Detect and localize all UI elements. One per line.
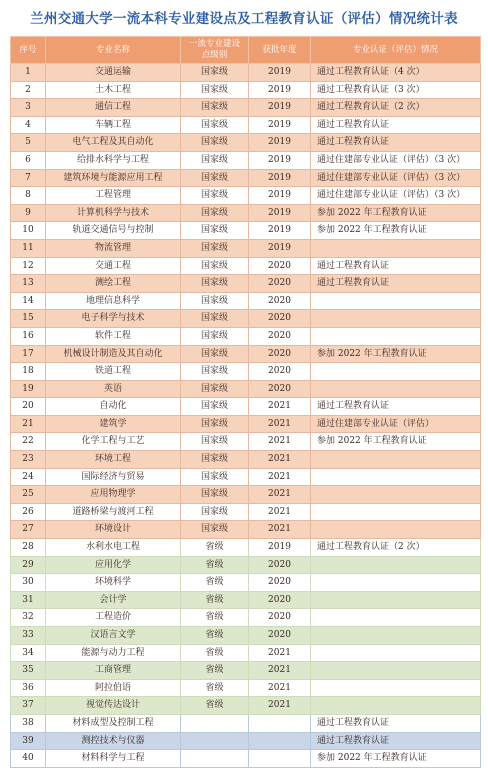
cell-name: 电气工程及其自动化 bbox=[46, 134, 181, 152]
cell-level: 国家级 bbox=[181, 451, 249, 469]
header-cert: 专业认证（评估）情况 bbox=[311, 37, 481, 64]
cell-year: 2021 bbox=[249, 679, 311, 697]
cell-year: 2021 bbox=[249, 662, 311, 680]
cell-no: 31 bbox=[11, 591, 46, 609]
cell-cert bbox=[311, 609, 481, 627]
cell-year: 2020 bbox=[249, 574, 311, 592]
table-row bbox=[11, 187, 481, 205]
table-row bbox=[11, 697, 481, 715]
table-row bbox=[11, 750, 481, 768]
cell-level: 国家级 bbox=[181, 134, 249, 152]
cell-level: 省级 bbox=[181, 644, 249, 662]
cell-year: 2021 bbox=[249, 521, 311, 539]
table-row bbox=[11, 116, 481, 134]
cell-name: 材料成型及控制工程 bbox=[46, 714, 181, 732]
cell-name: 物流管理 bbox=[46, 239, 181, 257]
cell-level: 省级 bbox=[181, 662, 249, 680]
cell-year: 2020 bbox=[249, 609, 311, 627]
cell-no: 17 bbox=[11, 345, 46, 363]
table-row bbox=[11, 609, 481, 627]
table-row bbox=[11, 292, 481, 310]
cell-cert bbox=[311, 486, 481, 504]
cell-cert: 通过工程教育认证 bbox=[311, 732, 481, 750]
cell-year: 2021 bbox=[249, 697, 311, 715]
cell-no: 28 bbox=[11, 539, 46, 557]
cell-level: 国家级 bbox=[181, 187, 249, 205]
cell-level: 国家级 bbox=[181, 415, 249, 433]
cell-name: 环境设计 bbox=[46, 521, 181, 539]
table-row bbox=[11, 591, 481, 609]
cell-no: 24 bbox=[11, 468, 46, 486]
cell-no: 7 bbox=[11, 169, 46, 187]
cell-no: 32 bbox=[11, 609, 46, 627]
cell-cert bbox=[311, 327, 481, 345]
cell-year: 2019 bbox=[249, 204, 311, 222]
cell-name: 能源与动力工程 bbox=[46, 644, 181, 662]
table-row bbox=[11, 169, 481, 187]
cell-name: 车辆工程 bbox=[46, 116, 181, 134]
cell-year: 2021 bbox=[249, 503, 311, 521]
cell-cert bbox=[311, 644, 481, 662]
cell-level: 国家级 bbox=[181, 257, 249, 275]
cell-year: 2021 bbox=[249, 415, 311, 433]
cell-name: 工商管理 bbox=[46, 662, 181, 680]
cell-name: 建筑环境与能源应用工程 bbox=[46, 169, 181, 187]
cell-cert bbox=[311, 679, 481, 697]
cell-level: 国家级 bbox=[181, 64, 249, 82]
cell-level: 省级 bbox=[181, 539, 249, 557]
table-row bbox=[11, 662, 481, 680]
cell-no: 10 bbox=[11, 222, 46, 240]
cell-year: 2020 bbox=[249, 292, 311, 310]
cell-level: 国家级 bbox=[181, 99, 249, 117]
cell-level: 国家级 bbox=[181, 486, 249, 504]
table-body bbox=[11, 64, 481, 768]
cell-level: 国家级 bbox=[181, 521, 249, 539]
cell-name: 轨道交通信号与控制 bbox=[46, 222, 181, 240]
cell-cert: 通过工程教育认证 bbox=[311, 134, 481, 152]
cell-year: 2020 bbox=[249, 345, 311, 363]
cell-year: 2019 bbox=[249, 151, 311, 169]
cell-cert: 参加 2022 年工程教育认证 bbox=[311, 433, 481, 451]
cell-no: 30 bbox=[11, 574, 46, 592]
cell-year: 2019 bbox=[249, 99, 311, 117]
cell-year: 2019 bbox=[249, 239, 311, 257]
table-row bbox=[11, 64, 481, 82]
cell-no: 21 bbox=[11, 415, 46, 433]
cell-name: 软件工程 bbox=[46, 327, 181, 345]
cell-name: 水利水电工程 bbox=[46, 539, 181, 557]
cell-year: 2020 bbox=[249, 310, 311, 328]
cell-name: 汉语言文学 bbox=[46, 627, 181, 645]
cell-no: 35 bbox=[11, 662, 46, 680]
cell-cert: 通过工程教育认证 bbox=[311, 257, 481, 275]
cell-level: 国家级 bbox=[181, 239, 249, 257]
cell-no: 38 bbox=[11, 714, 46, 732]
table-row bbox=[11, 732, 481, 750]
cell-no: 19 bbox=[11, 380, 46, 398]
table-row bbox=[11, 257, 481, 275]
cell-level: 国家级 bbox=[181, 151, 249, 169]
cell-level: 省级 bbox=[181, 574, 249, 592]
cell-no: 2 bbox=[11, 81, 46, 99]
cell-cert bbox=[311, 451, 481, 469]
cell-cert: 通过工程教育认证 bbox=[311, 275, 481, 293]
cell-level: 国家级 bbox=[181, 275, 249, 293]
cell-name: 给排水科学与工程 bbox=[46, 151, 181, 169]
cell-cert bbox=[311, 310, 481, 328]
cell-name: 通信工程 bbox=[46, 99, 181, 117]
cell-no: 37 bbox=[11, 697, 46, 715]
cell-cert bbox=[311, 468, 481, 486]
table-row bbox=[11, 415, 481, 433]
cell-name: 机械设计制造及其自动化 bbox=[46, 345, 181, 363]
cell-name: 材料科学与工程 bbox=[46, 750, 181, 768]
cell-no: 25 bbox=[11, 486, 46, 504]
header-no: 序号 bbox=[11, 37, 46, 64]
cell-no: 11 bbox=[11, 239, 46, 257]
cell-cert bbox=[311, 292, 481, 310]
cell-cert: 通过工程教育认证（3 次） bbox=[311, 81, 481, 99]
cell-year: 2020 bbox=[249, 275, 311, 293]
cell-level: 国家级 bbox=[181, 310, 249, 328]
cell-cert: 通过工程教育认证（2 次） bbox=[311, 99, 481, 117]
cell-name: 应用物理学 bbox=[46, 486, 181, 504]
cell-name: 阿拉伯语 bbox=[46, 679, 181, 697]
cell-level bbox=[181, 750, 249, 768]
cell-cert bbox=[311, 239, 481, 257]
cell-year: 2021 bbox=[249, 433, 311, 451]
cell-no: 13 bbox=[11, 275, 46, 293]
cell-name: 土木工程 bbox=[46, 81, 181, 99]
cell-no: 29 bbox=[11, 556, 46, 574]
cell-level: 国家级 bbox=[181, 204, 249, 222]
cell-year: 2019 bbox=[249, 539, 311, 557]
cell-name: 地理信息科学 bbox=[46, 292, 181, 310]
table-row bbox=[11, 398, 481, 416]
table-row bbox=[11, 134, 481, 152]
cell-cert: 通过住建部专业认证（评估）（3 次） bbox=[311, 169, 481, 187]
cell-name: 交通运输 bbox=[46, 64, 181, 82]
cell-no: 27 bbox=[11, 521, 46, 539]
header-level: 一流专业建设点级别 bbox=[181, 37, 249, 64]
cell-cert bbox=[311, 503, 481, 521]
cell-no: 6 bbox=[11, 151, 46, 169]
table-header bbox=[11, 37, 481, 64]
cell-name: 交通工程 bbox=[46, 257, 181, 275]
cell-year: 2019 bbox=[249, 134, 311, 152]
cell-level: 省级 bbox=[181, 697, 249, 715]
cell-name: 应用化学 bbox=[46, 556, 181, 574]
cell-no: 5 bbox=[11, 134, 46, 152]
cell-no: 16 bbox=[11, 327, 46, 345]
table-row bbox=[11, 380, 481, 398]
cell-name: 测绘工程 bbox=[46, 275, 181, 293]
cell-year: 2021 bbox=[249, 398, 311, 416]
cell-no: 1 bbox=[11, 64, 46, 82]
table-row bbox=[11, 539, 481, 557]
cell-cert: 通过工程教育认证（4 次） bbox=[311, 64, 481, 82]
cell-no: 4 bbox=[11, 116, 46, 134]
cell-cert: 通过住建部专业认证（评估）（3 次） bbox=[311, 151, 481, 169]
table-row bbox=[11, 239, 481, 257]
table-row bbox=[11, 451, 481, 469]
table-row bbox=[11, 556, 481, 574]
cell-level: 国家级 bbox=[181, 345, 249, 363]
cell-level: 国家级 bbox=[181, 380, 249, 398]
cell-name: 视觉传达设计 bbox=[46, 697, 181, 715]
cell-cert: 通过住建部专业认证（评估） bbox=[311, 415, 481, 433]
cell-year: 2020 bbox=[249, 556, 311, 574]
cell-name: 测控技术与仪器 bbox=[46, 732, 181, 750]
cell-cert bbox=[311, 662, 481, 680]
cell-level bbox=[181, 732, 249, 750]
cell-year: 2020 bbox=[249, 327, 311, 345]
cell-no: 39 bbox=[11, 732, 46, 750]
cell-level: 省级 bbox=[181, 591, 249, 609]
cell-cert bbox=[311, 363, 481, 381]
table-row bbox=[11, 433, 481, 451]
cell-no: 26 bbox=[11, 503, 46, 521]
table-row bbox=[11, 310, 481, 328]
cell-level: 国家级 bbox=[181, 327, 249, 345]
cell-year: 2019 bbox=[249, 169, 311, 187]
cell-cert bbox=[311, 697, 481, 715]
cell-level: 国家级 bbox=[181, 468, 249, 486]
cell-year: 2019 bbox=[249, 222, 311, 240]
cell-year: 2021 bbox=[249, 644, 311, 662]
cell-level: 国家级 bbox=[181, 116, 249, 134]
cell-cert: 参加 2022 年工程教育认证 bbox=[311, 345, 481, 363]
header-year: 获批年度 bbox=[249, 37, 311, 64]
cell-level: 省级 bbox=[181, 679, 249, 697]
cell-name: 计算机科学与技术 bbox=[46, 204, 181, 222]
cell-cert: 参加 2022 年工程教育认证 bbox=[311, 222, 481, 240]
cell-year: 2019 bbox=[249, 81, 311, 99]
cell-level: 国家级 bbox=[181, 81, 249, 99]
cell-name: 工程管理 bbox=[46, 187, 181, 205]
table-row bbox=[11, 679, 481, 697]
header-name: 专业名称 bbox=[46, 37, 181, 64]
table-row bbox=[11, 574, 481, 592]
cell-name: 会计学 bbox=[46, 591, 181, 609]
cell-no: 40 bbox=[11, 750, 46, 768]
table-row bbox=[11, 222, 481, 240]
cell-cert: 通过工程教育认证 bbox=[311, 714, 481, 732]
table-row bbox=[11, 275, 481, 293]
cell-no: 15 bbox=[11, 310, 46, 328]
cell-no: 12 bbox=[11, 257, 46, 275]
cell-no: 9 bbox=[11, 204, 46, 222]
cell-year: 2020 bbox=[249, 380, 311, 398]
statistics-table bbox=[10, 36, 481, 768]
cell-name: 环境工程 bbox=[46, 451, 181, 469]
cell-name: 化学工程与工艺 bbox=[46, 433, 181, 451]
cell-level: 省级 bbox=[181, 556, 249, 574]
cell-cert: 通过工程教育认证 bbox=[311, 398, 481, 416]
cell-cert bbox=[311, 627, 481, 645]
cell-year bbox=[249, 732, 311, 750]
cell-no: 18 bbox=[11, 363, 46, 381]
cell-no: 3 bbox=[11, 99, 46, 117]
cell-no: 14 bbox=[11, 292, 46, 310]
cell-cert: 通过住建部专业认证（评估）（3 次） bbox=[311, 187, 481, 205]
cell-cert: 通过工程教育认证（2 次） bbox=[311, 539, 481, 557]
cell-level: 国家级 bbox=[181, 292, 249, 310]
cell-level: 国家级 bbox=[181, 433, 249, 451]
cell-year: 2020 bbox=[249, 363, 311, 381]
cell-name: 工程造价 bbox=[46, 609, 181, 627]
cell-cert bbox=[311, 591, 481, 609]
cell-level bbox=[181, 714, 249, 732]
cell-year: 2019 bbox=[249, 64, 311, 82]
cell-name: 国际经济与贸易 bbox=[46, 468, 181, 486]
cell-year: 2020 bbox=[249, 627, 311, 645]
cell-no: 23 bbox=[11, 451, 46, 469]
table-row bbox=[11, 714, 481, 732]
table-row bbox=[11, 151, 481, 169]
table-row bbox=[11, 363, 481, 381]
cell-level: 国家级 bbox=[181, 222, 249, 240]
cell-no: 8 bbox=[11, 187, 46, 205]
cell-year: 2019 bbox=[249, 187, 311, 205]
cell-cert bbox=[311, 380, 481, 398]
cell-name: 电子科学与技术 bbox=[46, 310, 181, 328]
cell-cert: 参加 2022 年工程教育认证 bbox=[311, 204, 481, 222]
table-row bbox=[11, 81, 481, 99]
cell-level: 国家级 bbox=[181, 398, 249, 416]
table-row bbox=[11, 644, 481, 662]
table-row bbox=[11, 204, 481, 222]
cell-cert bbox=[311, 556, 481, 574]
cell-name: 英语 bbox=[46, 380, 181, 398]
page-title: 兰州交通大学一流本科专业建设点及工程教育认证（评估）情况统计表 bbox=[30, 11, 458, 27]
cell-no: 34 bbox=[11, 644, 46, 662]
cell-cert bbox=[311, 574, 481, 592]
cell-level: 省级 bbox=[181, 627, 249, 645]
cell-year bbox=[249, 750, 311, 768]
cell-level: 国家级 bbox=[181, 363, 249, 381]
cell-no: 22 bbox=[11, 433, 46, 451]
cell-name: 自动化 bbox=[46, 398, 181, 416]
cell-no: 36 bbox=[11, 679, 46, 697]
cell-year: 2021 bbox=[249, 486, 311, 504]
cell-name: 环境科学 bbox=[46, 574, 181, 592]
cell-cert: 参加 2022 年工程教育认证 bbox=[311, 750, 481, 768]
cell-level: 省级 bbox=[181, 609, 249, 627]
table-row bbox=[11, 627, 481, 645]
cell-name: 建筑学 bbox=[46, 415, 181, 433]
cell-name: 道路桥梁与渡河工程 bbox=[46, 503, 181, 521]
cell-year: 2020 bbox=[249, 591, 311, 609]
table-row bbox=[11, 345, 481, 363]
table-row bbox=[11, 99, 481, 117]
table-row bbox=[11, 503, 481, 521]
cell-level: 国家级 bbox=[181, 503, 249, 521]
cell-level: 国家级 bbox=[181, 169, 249, 187]
cell-cert bbox=[311, 521, 481, 539]
table-row bbox=[11, 327, 481, 345]
cell-year: 2019 bbox=[249, 116, 311, 134]
table-row bbox=[11, 468, 481, 486]
cell-no: 33 bbox=[11, 627, 46, 645]
cell-year: 2021 bbox=[249, 468, 311, 486]
table-row bbox=[11, 486, 481, 504]
header-row bbox=[11, 37, 481, 64]
cell-name: 铁道工程 bbox=[46, 363, 181, 381]
cell-year bbox=[249, 714, 311, 732]
table-row bbox=[11, 521, 481, 539]
cell-cert: 通过工程教育认证 bbox=[311, 116, 481, 134]
cell-year: 2021 bbox=[249, 451, 311, 469]
cell-year: 2020 bbox=[249, 257, 311, 275]
cell-no: 20 bbox=[11, 398, 46, 416]
